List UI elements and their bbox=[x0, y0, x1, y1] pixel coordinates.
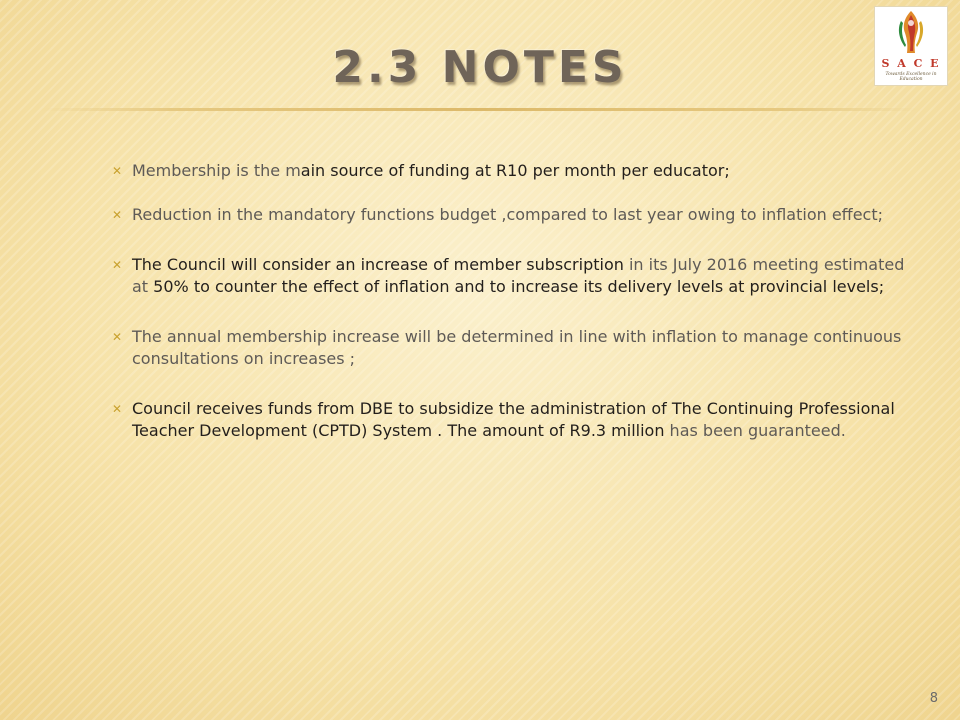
page-number: 8 bbox=[929, 691, 938, 706]
bullet-x-icon: ✕ bbox=[112, 164, 123, 178]
bullet-text: Reduction in the mandatory functions budget ,compared to last year owing to inflation effect; bbox=[132, 205, 883, 224]
slide-title: 2.3 NOTES bbox=[332, 42, 628, 93]
bullet-text: Membership is the m bbox=[132, 161, 301, 180]
bullet-item bbox=[110, 160, 910, 182]
bullet-item bbox=[110, 254, 910, 298]
bullet-text: ain source of funding at R10 per month per educator; bbox=[300, 161, 730, 180]
bullet-text: Council receives funds from DBE to subsidize the administration of The Continuing Professional Teacher Development (CPTD) System . The amount of R9.3 million bbox=[132, 399, 895, 440]
bullet-text: has been guaranteed. bbox=[664, 421, 846, 440]
bullet-x-icon: ✕ bbox=[112, 258, 123, 272]
bullet-list bbox=[110, 160, 910, 442]
bullet-item bbox=[110, 326, 910, 370]
bullet-text: The Council will consider an increase of member subscription bbox=[132, 255, 624, 274]
bullet-x-icon: ✕ bbox=[112, 330, 123, 344]
bullet-x-icon: ✕ bbox=[112, 208, 123, 222]
title-bar bbox=[0, 42, 960, 110]
sace-logo bbox=[874, 6, 948, 86]
title-underline bbox=[40, 108, 920, 111]
sace-emblem-icon bbox=[875, 7, 947, 59]
bullet-item bbox=[110, 398, 910, 442]
bullet-text: 50% to counter the effect of inflation and to increase its delivery levels at provincial levels; bbox=[153, 277, 885, 296]
bullet-item bbox=[110, 204, 910, 226]
logo-wordmark: S A C E bbox=[881, 57, 941, 70]
bullet-x-icon: ✕ bbox=[112, 402, 123, 416]
bullet-text: The annual membership increase will be determined in line with inflation to manage continuous consultations on increases ; bbox=[132, 327, 902, 368]
logo-tagline: Towards Excellence in Education bbox=[885, 72, 937, 82]
bullet-text: in its July 2016 meeting estimated at bbox=[132, 255, 905, 296]
